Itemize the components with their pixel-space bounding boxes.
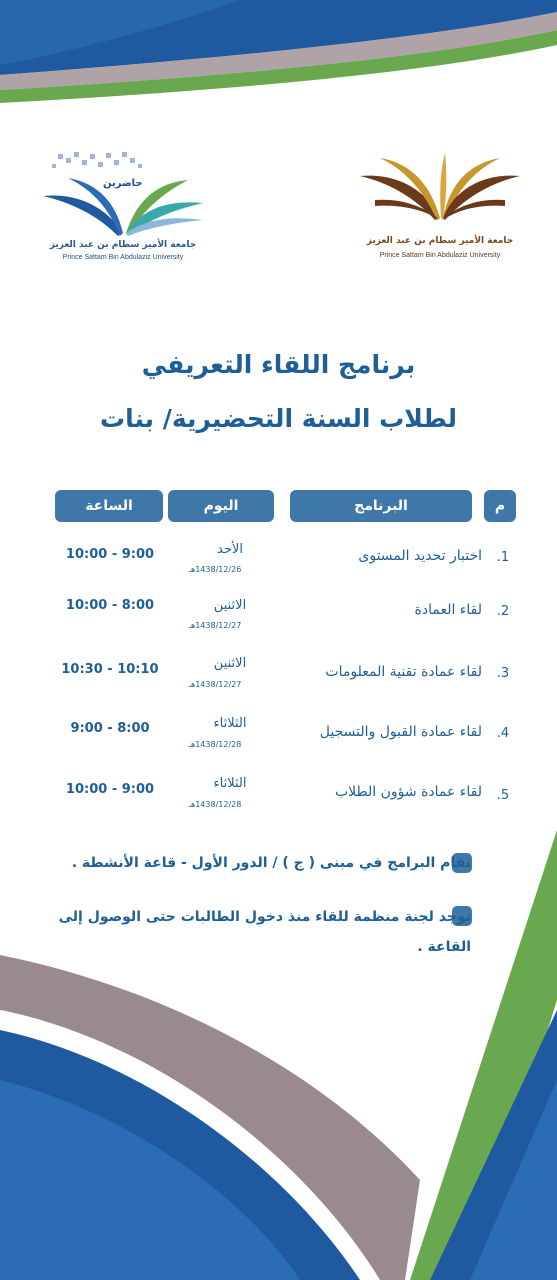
table-row [0,776,557,826]
row-time: 10:30 - 10:10 [61,662,159,677]
row-time: 10:00 - 8:00 [65,598,155,613]
hadirin-badge: حاضرين [103,178,143,189]
table-row [0,598,557,648]
table-row [0,716,557,766]
row-date: 1438/12/26هـ [188,565,242,574]
page-title: برنامج اللقاء التعريفي [141,350,416,379]
university-emblem-icon [355,148,525,238]
header-day: اليوم [168,490,274,522]
university-name-english: Prince Sattam Bin Abdulaziz University [379,252,501,259]
row-program: اختبار تحديد المستوى [358,548,482,564]
note-location: تقام البرامج في مبنى ( ج ) / الدور الأول - قاعة الأنشطة . [71,855,471,871]
row-day: الأحد [217,542,243,557]
row-program: لقاء عمادة شؤون الطلاب [334,784,482,800]
row-number: .5 [496,788,510,803]
row-number: .2 [496,604,510,619]
note-committee: توجد لجنة منظمة للقاء منذ دخول الطالبات حتى الوصول إلى القاعة . [58,909,471,955]
row-date: 1438/12/28هـ [188,740,242,749]
open-book-icon [38,148,208,238]
row-day: الاثنين [213,656,247,671]
row-day: الثلاثاء [213,776,247,791]
row-day: الاثنين [213,598,247,613]
page-subtitle: لطلاب السنة التحضيرية/ بنات [99,404,458,433]
university-name-arabic: جامعة الأمير سطام بن عبد العزيز [366,236,514,246]
university-logo [355,148,525,268]
table-row [0,540,557,590]
row-time: 10:00 - 9:00 [65,547,155,562]
row-time: 9:00 - 8:00 [70,721,150,736]
row-number: .3 [496,666,510,681]
row-program: لقاء العمادة [414,602,482,618]
header-time: الساعة [55,490,163,522]
row-program: لقاء عمادة تقنية المعلومات [325,664,482,680]
row-number: .4 [496,726,510,741]
hadirin-logo [38,148,208,268]
header-program: البرنامج [290,490,472,522]
header-number: م [484,490,516,522]
hadirin-university-arabic: جامعة الأمير سطام بن عبد العزيز [49,240,197,250]
hadirin-university-english: Prince Sattam Bin Abdulaziz University [62,254,184,261]
row-date: 1438/12/27هـ [188,621,242,630]
row-day: الثلاثاء [213,716,247,731]
row-date: 1438/12/28هـ [188,800,242,809]
row-date: 1438/12/27هـ [188,680,242,689]
table-row [0,656,557,706]
row-time: 10:00 - 9:00 [65,782,155,797]
row-program: لقاء عمادة القبول والتسجيل [319,724,482,740]
row-number: .1 [496,550,510,565]
